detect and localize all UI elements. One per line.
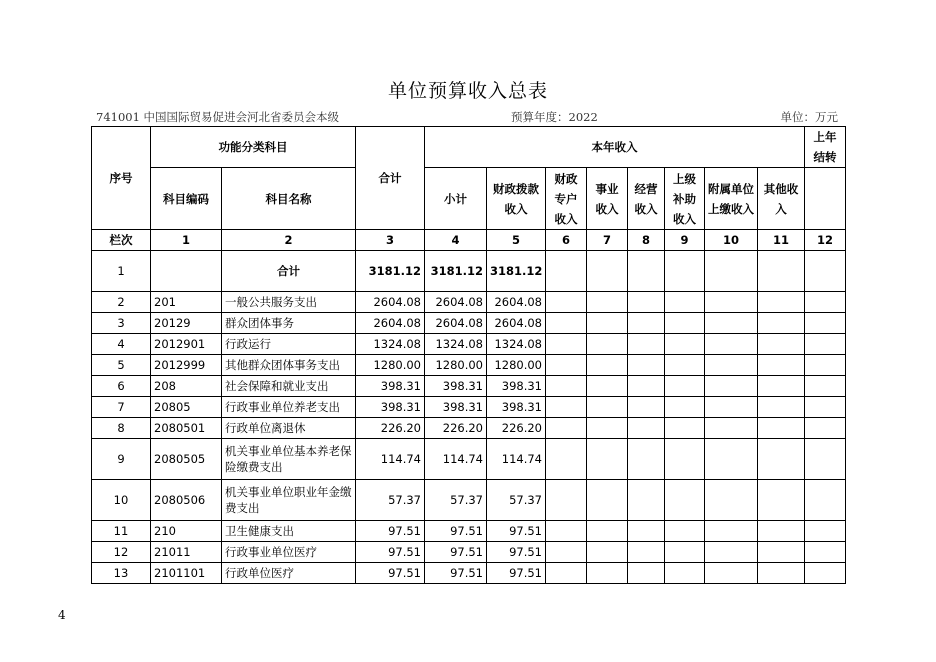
row-empty-cell [665, 313, 705, 334]
budget-income-table [91, 126, 846, 584]
row-empty-cell [758, 563, 805, 584]
row-fiscal-appropriation: 398.31 [487, 397, 546, 418]
row-subject-name: 群众团体事务 [222, 313, 356, 334]
row-empty-cell [758, 418, 805, 439]
row-empty-cell [628, 251, 665, 292]
row-empty-cell [628, 521, 665, 542]
row-subject-code: 2080506 [151, 480, 222, 521]
row-subject-code: 2101101 [151, 563, 222, 584]
row-empty-cell [758, 521, 805, 542]
row-empty-cell [665, 292, 705, 313]
row-subtotal: 1280.00 [425, 355, 487, 376]
row-empty-cell [628, 313, 665, 334]
header-superior-subsidy: 上级补助收入 [665, 168, 705, 230]
row-subtotal: 97.51 [425, 563, 487, 584]
row-seq: 9 [92, 439, 151, 480]
row-fiscal-appropriation: 2604.08 [487, 313, 546, 334]
row-subtotal: 114.74 [425, 439, 487, 480]
row-subject-code: 2080505 [151, 439, 222, 480]
row-empty-cell [587, 334, 628, 355]
row-empty-cell [758, 397, 805, 418]
row-empty-cell [628, 376, 665, 397]
row-subtotal: 97.51 [425, 521, 487, 542]
header-subject-code: 科目编码 [151, 168, 222, 230]
row-fiscal-appropriation: 226.20 [487, 418, 546, 439]
row-subject-code: 2012901 [151, 334, 222, 355]
row-empty-cell [805, 355, 846, 376]
header-current-year-income: 本年收入 [425, 127, 805, 168]
row-subject-code: 210 [151, 521, 222, 542]
row-empty-cell [546, 542, 587, 563]
row-empty-cell [665, 376, 705, 397]
row-seq: 6 [92, 376, 151, 397]
row-fiscal-appropriation: 97.51 [487, 563, 546, 584]
row-subject-code: 208 [151, 376, 222, 397]
row-subject-name: 卫生健康支出 [222, 521, 356, 542]
header-func-class: 功能分类科目 [151, 127, 356, 168]
row-empty-cell [628, 439, 665, 480]
row-empty-cell [587, 563, 628, 584]
row-subject-name: 合计 [222, 251, 356, 292]
row-empty-cell [805, 334, 846, 355]
row-total: 1324.08 [356, 334, 425, 355]
table-row [92, 563, 846, 584]
row-seq: 12 [92, 542, 151, 563]
page-number: 4 [58, 608, 66, 622]
row-empty-cell [628, 334, 665, 355]
row-empty-cell [705, 313, 758, 334]
row-empty-cell [546, 334, 587, 355]
row-fiscal-appropriation: 97.51 [487, 542, 546, 563]
row-total: 398.31 [356, 376, 425, 397]
row-subject-name: 行政单位离退休 [222, 418, 356, 439]
row-subject-code [151, 251, 222, 292]
row-fiscal-appropriation: 398.31 [487, 376, 546, 397]
row-empty-cell [758, 542, 805, 563]
row-total: 114.74 [356, 439, 425, 480]
row-subject-code: 2012999 [151, 355, 222, 376]
col-num: 7 [587, 230, 628, 251]
row-subject-name: 行政事业单位医疗 [222, 542, 356, 563]
row-empty-cell [705, 480, 758, 521]
col-num: 12 [805, 230, 846, 251]
header-fiscal-special: 财政专户收入 [546, 168, 587, 230]
row-subtotal: 1324.08 [425, 334, 487, 355]
row-seq: 13 [92, 563, 151, 584]
table-row [92, 251, 846, 292]
row-empty-cell [805, 480, 846, 521]
row-seq: 7 [92, 397, 151, 418]
row-empty-cell [758, 292, 805, 313]
row-empty-cell [805, 439, 846, 480]
table-row [92, 418, 846, 439]
row-empty-cell [705, 355, 758, 376]
row-empty-cell [546, 418, 587, 439]
row-empty-cell [758, 313, 805, 334]
row-seq: 8 [92, 418, 151, 439]
row-empty-cell [705, 334, 758, 355]
row-empty-cell [705, 292, 758, 313]
row-subject-name: 社会保障和就业支出 [222, 376, 356, 397]
header-business-income: 事业收入 [587, 168, 628, 230]
row-seq: 5 [92, 355, 151, 376]
row-empty-cell [758, 334, 805, 355]
row-empty-cell [665, 439, 705, 480]
row-empty-cell [705, 439, 758, 480]
row-empty-cell [665, 397, 705, 418]
row-subject-name: 一般公共服务支出 [222, 292, 356, 313]
row-empty-cell [805, 542, 846, 563]
row-empty-cell [587, 355, 628, 376]
row-empty-cell [665, 418, 705, 439]
col-num: 10 [705, 230, 758, 251]
row-empty-cell [587, 480, 628, 521]
row-subtotal: 226.20 [425, 418, 487, 439]
row-subject-name: 机关事业单位职业年金缴费支出 [222, 480, 356, 521]
table-row [92, 376, 846, 397]
row-total: 97.51 [356, 542, 425, 563]
row-empty-cell [665, 251, 705, 292]
header-col-row-label: 栏次 [92, 230, 151, 251]
row-empty-cell [628, 355, 665, 376]
row-empty-cell [628, 563, 665, 584]
row-total: 57.37 [356, 480, 425, 521]
row-empty-cell [705, 397, 758, 418]
row-total: 398.31 [356, 397, 425, 418]
col-num: 4 [425, 230, 487, 251]
row-empty-cell [665, 563, 705, 584]
row-empty-cell [665, 334, 705, 355]
row-fiscal-appropriation: 114.74 [487, 439, 546, 480]
row-fiscal-appropriation: 3181.12 [487, 251, 546, 292]
row-fiscal-appropriation: 57.37 [487, 480, 546, 521]
col-num: 2 [222, 230, 356, 251]
row-fiscal-appropriation: 1324.08 [487, 334, 546, 355]
row-empty-cell [805, 418, 846, 439]
row-empty-cell [587, 397, 628, 418]
row-empty-cell [587, 542, 628, 563]
table-row [92, 397, 846, 418]
row-total: 2604.08 [356, 292, 425, 313]
row-total: 1280.00 [356, 355, 425, 376]
row-empty-cell [705, 418, 758, 439]
row-empty-cell [665, 480, 705, 521]
unit-code-name: 741001 中国国际贸易促进会河北省委员会本级 [96, 110, 340, 124]
row-empty-cell [665, 542, 705, 563]
col-num: 8 [628, 230, 665, 251]
header-subtotal: 小计 [425, 168, 487, 230]
row-subject-code: 20805 [151, 397, 222, 418]
row-empty-cell [805, 397, 846, 418]
row-empty-cell [805, 521, 846, 542]
table-row [92, 542, 846, 563]
row-subtotal: 2604.08 [425, 313, 487, 334]
row-fiscal-appropriation: 2604.08 [487, 292, 546, 313]
row-empty-cell [546, 439, 587, 480]
col-num: 6 [546, 230, 587, 251]
row-fiscal-appropriation: 97.51 [487, 521, 546, 542]
unit-label: 单位：万元 [780, 110, 838, 124]
row-empty-cell [805, 563, 846, 584]
col-num: 3 [356, 230, 425, 251]
row-empty-cell [587, 292, 628, 313]
row-empty-cell [805, 251, 846, 292]
header-operating-income: 经营收入 [628, 168, 665, 230]
row-empty-cell [628, 480, 665, 521]
row-empty-cell [705, 251, 758, 292]
row-empty-cell [705, 376, 758, 397]
row-subject-name: 行政单位医疗 [222, 563, 356, 584]
row-empty-cell [587, 376, 628, 397]
row-subtotal: 3181.12 [425, 251, 487, 292]
row-total: 97.51 [356, 521, 425, 542]
row-empty-cell [705, 563, 758, 584]
row-empty-cell [587, 439, 628, 480]
row-empty-cell [758, 376, 805, 397]
row-subject-name: 机关事业单位基本养老保险缴费支出 [222, 439, 356, 480]
row-total: 97.51 [356, 563, 425, 584]
table-row [92, 439, 846, 480]
row-seq: 3 [92, 313, 151, 334]
row-empty-cell [587, 251, 628, 292]
header-subject-name: 科目名称 [222, 168, 356, 230]
col-num: 5 [487, 230, 546, 251]
row-subject-name: 行政事业单位养老支出 [222, 397, 356, 418]
row-empty-cell [587, 521, 628, 542]
row-subject-code: 21011 [151, 542, 222, 563]
row-seq: 4 [92, 334, 151, 355]
table-row [92, 313, 846, 334]
row-empty-cell [546, 480, 587, 521]
row-empty-cell [805, 376, 846, 397]
row-empty-cell [758, 480, 805, 521]
table-row [92, 355, 846, 376]
row-empty-cell [546, 376, 587, 397]
row-empty-cell [665, 355, 705, 376]
row-empty-cell [705, 521, 758, 542]
row-seq: 10 [92, 480, 151, 521]
row-empty-cell [546, 563, 587, 584]
header-seq: 序号 [92, 127, 151, 230]
row-empty-cell [705, 542, 758, 563]
row-empty-cell [628, 542, 665, 563]
row-fiscal-appropriation: 1280.00 [487, 355, 546, 376]
row-subject-code: 201 [151, 292, 222, 313]
budget-year: 预算年度：2022 [511, 110, 598, 124]
col-num: 11 [758, 230, 805, 251]
row-subject-code: 2080501 [151, 418, 222, 439]
row-seq: 11 [92, 521, 151, 542]
row-empty-cell [665, 521, 705, 542]
header-carry-over-blank [805, 168, 846, 230]
row-subtotal: 398.31 [425, 397, 487, 418]
header-other-income: 其他收入 [758, 168, 805, 230]
header-fiscal-appropriation: 财政拨款 收入 [487, 168, 546, 230]
header-carry-over: 上年结转 [805, 127, 846, 168]
row-empty-cell [546, 251, 587, 292]
row-seq: 1 [92, 251, 151, 292]
row-empty-cell [758, 355, 805, 376]
row-subtotal: 97.51 [425, 542, 487, 563]
row-empty-cell [805, 292, 846, 313]
table-row [92, 480, 846, 521]
row-empty-cell [758, 439, 805, 480]
header-affiliated-income: 附属单位上缴收入 [705, 168, 758, 230]
row-total: 3181.12 [356, 251, 425, 292]
row-empty-cell [546, 521, 587, 542]
row-subject-name: 其他群众团体事务支出 [222, 355, 356, 376]
table-row [92, 292, 846, 313]
row-empty-cell [805, 313, 846, 334]
row-subtotal: 57.37 [425, 480, 487, 521]
row-seq: 2 [92, 292, 151, 313]
row-empty-cell [546, 313, 587, 334]
row-empty-cell [546, 355, 587, 376]
row-subject-code: 20129 [151, 313, 222, 334]
row-empty-cell [628, 292, 665, 313]
row-empty-cell [587, 418, 628, 439]
table-row [92, 334, 846, 355]
row-empty-cell [758, 251, 805, 292]
row-empty-cell [546, 292, 587, 313]
row-empty-cell [546, 397, 587, 418]
row-total: 2604.08 [356, 313, 425, 334]
table-row [92, 521, 846, 542]
row-empty-cell [587, 313, 628, 334]
row-total: 226.20 [356, 418, 425, 439]
row-empty-cell [628, 397, 665, 418]
col-num: 9 [665, 230, 705, 251]
row-empty-cell [628, 418, 665, 439]
row-subtotal: 2604.08 [425, 292, 487, 313]
col-num: 1 [151, 230, 222, 251]
header-total: 合计 [356, 127, 425, 230]
row-subject-name: 行政运行 [222, 334, 356, 355]
row-subtotal: 398.31 [425, 376, 487, 397]
page-title: 单位预算收入总表 [387, 80, 548, 102]
